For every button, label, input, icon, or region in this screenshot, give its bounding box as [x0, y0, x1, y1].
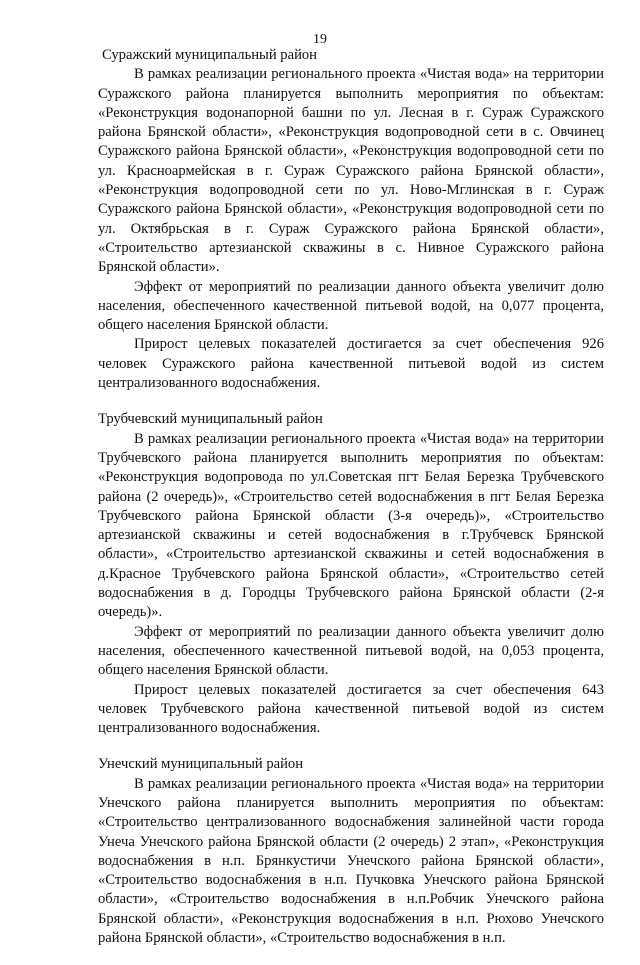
paragraph: Прирост целевых показателей достигается за счет обеспечения 643 человек Трубчевского района качественной питьевой водой из систем централизованного водоснабжения. — [98, 681, 604, 737]
section-heading: Унечский муниципальный район — [98, 756, 304, 773]
document-body — [98, 46, 604, 965]
page-number: 19 — [313, 32, 327, 47]
paragraph: Эффект от мероприятий по реализации данного объекта увеличит долю населения, обеспеченного качественной питьевой водой, на 0,077 процента, общего населения Брянской области. — [98, 278, 604, 334]
paragraph: В рамках реализации регионального проекта «Чистая вода» на территории Унечского района планируется выполнить мероприятия по объектам: «Строительство централизованного водоснабжения залинейной части города Унеча Унечского района Брянской области (2 очередь) 2 этап», «Реконструкция водоснабжения в н.п. Брянкустичи Унечского района Брянской области», «Строительство водоснабжения в н.п. Пучковка Унечского района Брянской области», «Строительство водоснабжения в н.п.Робчик Унечского района Брянской области», «Реконструкция водоснабжения в н.п. Рюхово Унечского района Брянской области», «Строительство водоснабжения в н.п. — [98, 775, 604, 947]
paragraph: Эффект от мероприятий по реализации данного объекта увеличит долю населения, обеспеченного качественной питьевой водой, на 0,053 процента, общего населения Брянской области. — [98, 623, 604, 679]
paragraph: В рамках реализации регионального проекта «Чистая вода» на территории Трубчевского района планируется выполнить мероприятия по объектам: «Реконструкция водопровода по ул.Советская пгт Белая Березка Трубчевского района (2 очередь)», «Строительство сетей водоснабжения в пгт Белая Березка Трубчевского района Брянской области (3-я очередь)», «Строительство артезианской скважины и сетей водоснабжения в г.Трубчевск Брянской области», «Строительство артезианской скважины и сетей водоснабжения в д.Красное Трубчевского района Брянской области», «Строительство сетей водоснабжения в д. Городцы Трубчевского района Брянской области (2-я очередь)». — [98, 430, 604, 621]
section-heading: Суражский муниципальный район — [102, 47, 317, 63]
paragraph: Прирост целевых показателей достигается за счет обеспечения 926 человек Суражского района качественной питьевой водой из систем централизованного водоснабжения. — [98, 336, 604, 392]
paragraph: В рамках реализации регионального проекта «Чистая вода» на территории Суражского района планируется выполнить мероприятия по объектам: «Реконструкция водонапорной башни по ул. Лесная в г. Сураж Суражского района Брянской области», «Реконструкция водопроводной сети в с. Овчинец Суражского района Брянской области», «Реконструкция водопроводной сети по ул. Красноармейская в г. Сураж Суражского района Брянской области», «Реконструкция водопроводной сети по ул. Ново-Мглинская в г. Сураж Суражского района Брянской области», «Реконструкция водопроводной сети по ул. Октябрьская в г. Сураж Суражского района Брянской области», «Строительство артезианской скважины в с. Нивное Суражского района Брянской области». — [98, 66, 604, 276]
section-trubchevsk — [98, 410, 604, 738]
section-surazh — [98, 46, 604, 393]
section-unecha — [98, 755, 604, 948]
section-heading: Трубчевский муниципальный район — [98, 411, 323, 428]
